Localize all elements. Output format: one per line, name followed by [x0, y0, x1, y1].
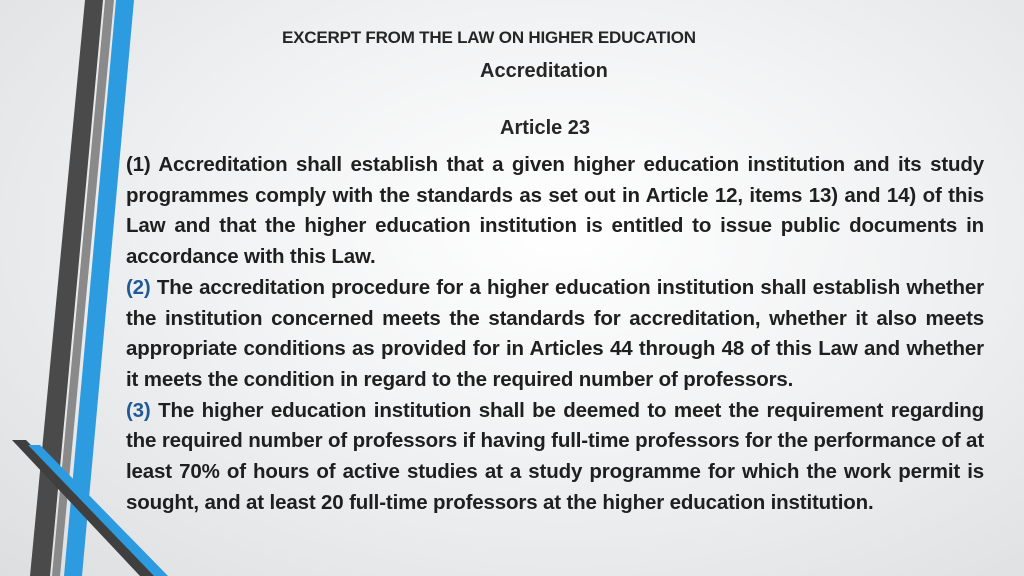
paragraph-text: The higher education institution shall be deemed to meet the requirement regarding the required number of professors if having full-time professors for the performance of at least 70% of hours of active studies at a study programme for which the work permit is sought, and at least 20 full-time professors at the higher education institution. [126, 398, 984, 514]
paragraph-text: Accreditation shall establish that a given higher education institution and its study programmes comply with the standards as set out in Article 12, items 13) and 14) of this Law and that the higher education institution is entitled to issue public documents in accordance with this Law. [126, 153, 984, 269]
paragraph-number: (1) [126, 153, 151, 176]
article-heading: Article 23 [500, 117, 591, 139]
paragraph-number: (2) [126, 275, 151, 299]
paragraph-3 [126, 396, 984, 519]
section-subtitle: Accreditation [480, 60, 608, 82]
paragraph-1 [126, 150, 984, 273]
paragraph-2 [126, 273, 984, 396]
paragraph-text: The accreditation procedure for a higher education institution shall establish whether the institution concerned meets the standards for accreditation, whether it also meets appropriate conditions as provided for in Articles 44 through 48 of this Law and whether it meets the condition in regard to the required number of professors. [126, 275, 984, 391]
document-title: EXCERPT FROM THE LAW ON HIGHER EDUCATION [282, 28, 696, 47]
paragraph-number: (3) [126, 398, 151, 422]
article-body [126, 150, 984, 518]
